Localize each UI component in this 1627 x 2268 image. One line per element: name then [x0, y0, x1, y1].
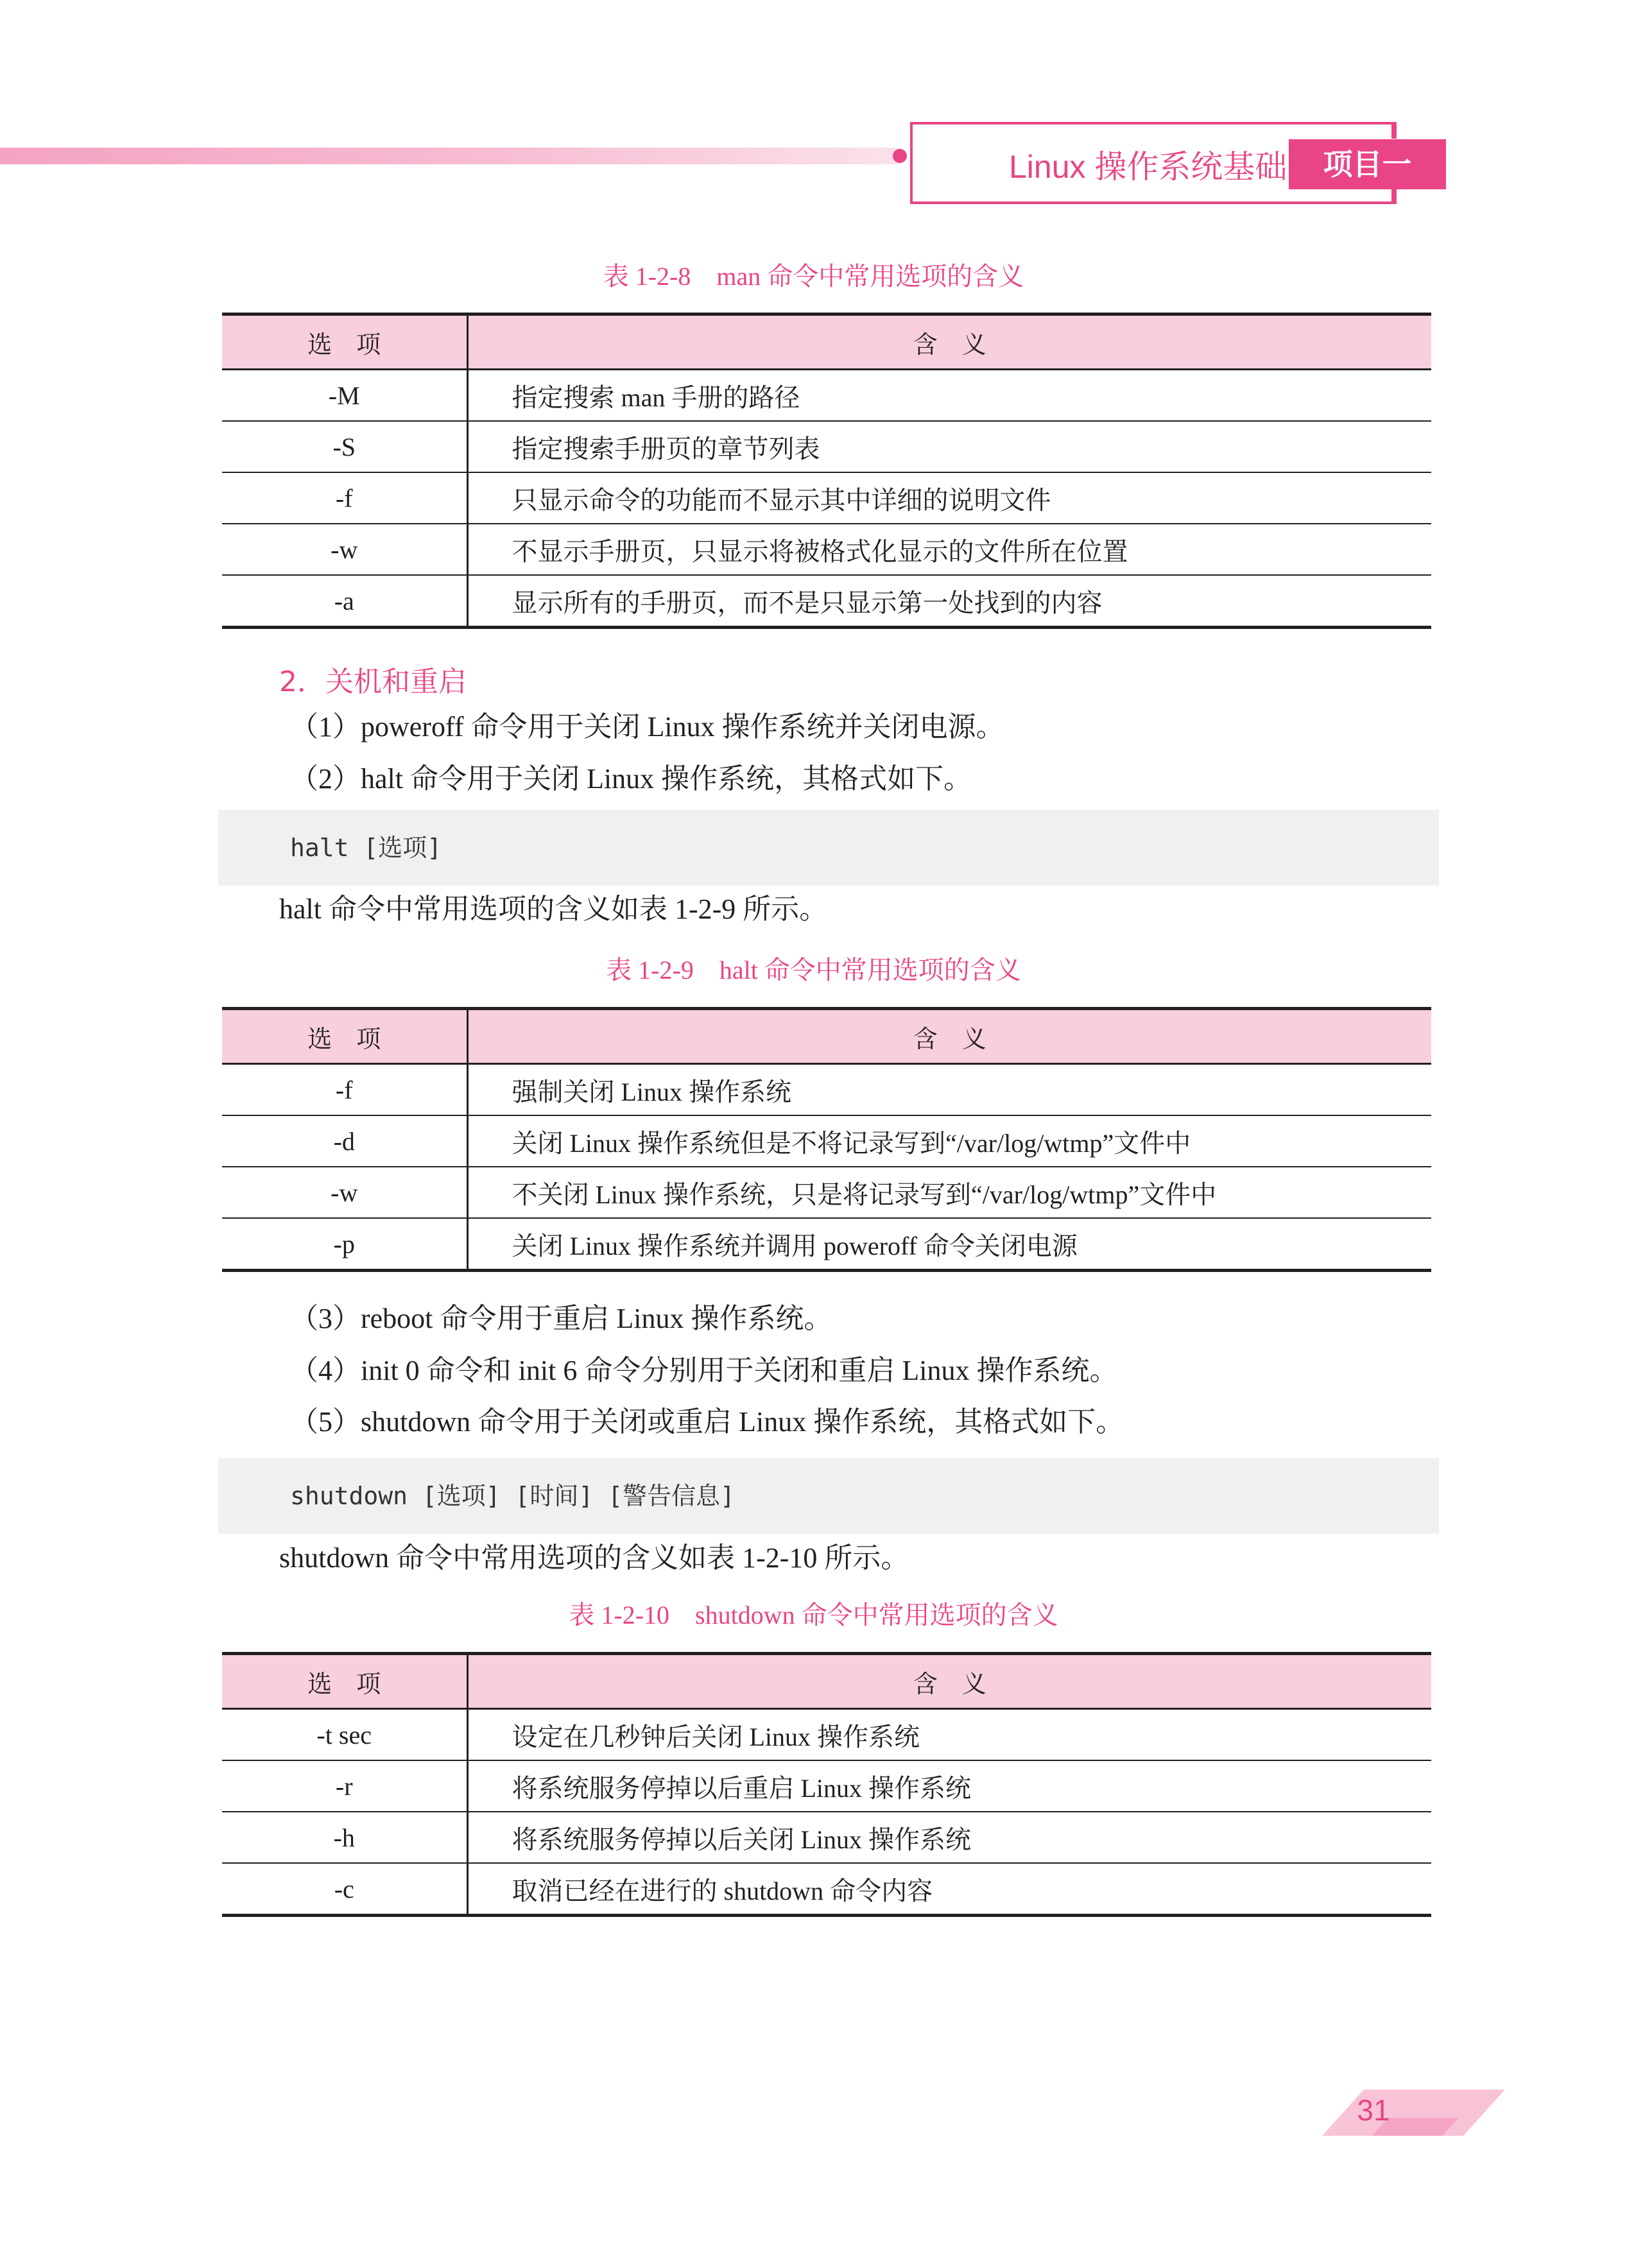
- code-block-halt: halt [选项]: [218, 810, 1439, 886]
- option-cell: -h: [222, 1812, 467, 1863]
- table-row: [222, 1167, 1431, 1218]
- paragraph-shutdown-table-ref: shutdown 命令中常用选项的含义如表 1-2-10 所示。: [279, 1542, 909, 1574]
- paragraph-reboot: （3）reboot 命令用于重启 Linux 操作系统。: [290, 1303, 832, 1334]
- option-cell: -f: [222, 472, 467, 524]
- man-options-table: [222, 313, 1431, 629]
- page-number: 31: [1357, 2093, 1390, 2127]
- table-row: [222, 575, 1431, 628]
- header-decor-line: [0, 148, 905, 164]
- table-caption-shutdown: 表 1-2-10 shutdown 命令中常用选项的含义: [569, 1601, 1058, 1629]
- meaning-cell: 将系统服务停掉以后关闭 Linux 操作系统: [467, 1812, 1431, 1863]
- project-tab: 项目一: [1289, 139, 1446, 189]
- column-header-meaning: 含 义: [467, 1009, 1431, 1064]
- table-row: [222, 1709, 1431, 1761]
- header-frame-tick-top: [1391, 122, 1397, 139]
- table-row: [222, 1064, 1431, 1116]
- meaning-cell: 将系统服务停掉以后重启 Linux 操作系统: [467, 1760, 1431, 1812]
- header-decor-dot: [893, 149, 907, 163]
- table-row: [222, 421, 1431, 472]
- option-cell: -c: [222, 1863, 467, 1916]
- book-title: Linux 操作系统基础: [1009, 149, 1287, 185]
- table-caption-halt: 表 1-2-9 halt 命令中常用选项的含义: [606, 956, 1021, 984]
- option-cell: -r: [222, 1760, 467, 1812]
- paragraph-shutdown: （5）shutdown 命令用于关闭或重启 Linux 操作系统，其格式如下。: [290, 1406, 1124, 1438]
- column-header-option: 选 项: [222, 1009, 467, 1064]
- paragraph-poweroff: （1）poweroff 命令用于关闭 Linux 操作系统并关闭电源。: [290, 711, 1004, 743]
- meaning-cell: 设定在几秒钟后关闭 Linux 操作系统: [467, 1709, 1431, 1761]
- column-header-option: 选 项: [222, 314, 467, 370]
- meaning-cell: 不显示手册页，只显示将被格式化显示的文件所在位置: [467, 524, 1431, 575]
- meaning-cell: 关闭 Linux 操作系统但是不将记录写到“/var/log/wtmp”文件中: [467, 1115, 1431, 1167]
- table-row: [222, 1115, 1431, 1167]
- option-cell: -w: [222, 1167, 467, 1218]
- meaning-cell: 取消已经在进行的 shutdown 命令内容: [467, 1863, 1431, 1916]
- option-cell: -a: [222, 575, 467, 628]
- paragraph-halt-table-ref: halt 命令中常用选项的含义如表 1-2-9 所示。: [279, 893, 828, 925]
- meaning-cell: 指定搜索 man 手册的路径: [467, 370, 1431, 422]
- halt-options-table: [222, 1007, 1431, 1272]
- option-cell: -w: [222, 524, 467, 575]
- header-frame-tick-bottom: [1391, 187, 1397, 204]
- meaning-cell: 只显示命令的功能而不显示其中详细的说明文件: [467, 472, 1431, 524]
- table-row: [222, 1812, 1431, 1863]
- column-header-meaning: 含 义: [467, 314, 1431, 370]
- column-header-option: 选 项: [222, 1654, 467, 1709]
- table-row: [222, 1760, 1431, 1812]
- paragraph-halt: （2）halt 命令用于关闭 Linux 操作系统，其格式如下。: [290, 763, 972, 795]
- option-cell: -d: [222, 1115, 467, 1167]
- table-row: [222, 472, 1431, 524]
- option-cell: -M: [222, 370, 467, 422]
- table-row: [222, 1863, 1431, 1916]
- table-row: [222, 370, 1431, 422]
- meaning-cell: 指定搜索手册页的章节列表: [467, 421, 1431, 472]
- paragraph-init: （4）init 0 命令和 init 6 命令分别用于关闭和重启 Linux 操作系统。: [290, 1355, 1118, 1386]
- table-header-row: [222, 1009, 1431, 1064]
- option-cell: -S: [222, 421, 467, 472]
- table-header-row: [222, 1654, 1431, 1709]
- code-block-shutdown: shutdown [选项] [时间] [警告信息]: [218, 1458, 1439, 1534]
- meaning-cell: 显示所有的手册页，而不是只显示第一处找到的内容: [467, 575, 1431, 628]
- meaning-cell: 强制关闭 Linux 操作系统: [467, 1064, 1431, 1116]
- shutdown-options-table: [222, 1652, 1431, 1917]
- table-row: [222, 524, 1431, 575]
- table-header-row: [222, 314, 1431, 370]
- meaning-cell: 不关闭 Linux 操作系统，只是将记录写到“/var/log/wtmp”文件中: [467, 1167, 1431, 1218]
- table-row: [222, 1218, 1431, 1271]
- meaning-cell: 关闭 Linux 操作系统并调用 poweroff 命令关闭电源: [467, 1218, 1431, 1271]
- option-cell: -p: [222, 1218, 467, 1271]
- column-header-meaning: 含 义: [467, 1654, 1431, 1709]
- section-heading: 2．关机和重启: [279, 666, 467, 698]
- table-caption-man: 表 1-2-8 man 命令中常用选项的含义: [603, 262, 1024, 291]
- option-cell: -f: [222, 1064, 467, 1116]
- option-cell: -t sec: [222, 1709, 467, 1761]
